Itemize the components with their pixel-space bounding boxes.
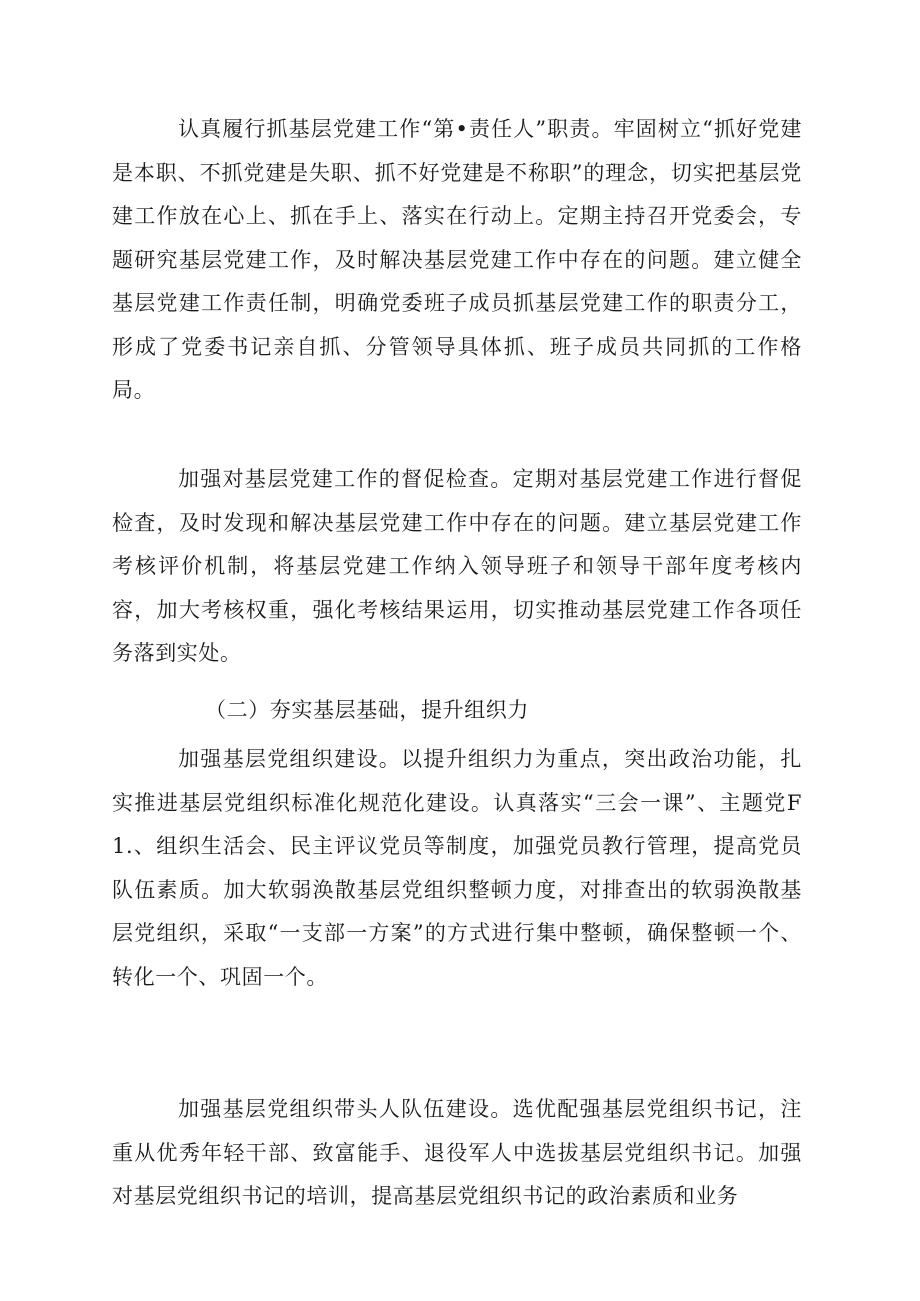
paragraph-organization-building: 加强基层党组织建设。以提升组织力为重点，突出政治功能，扎实推进基层党组织标准化规范化建设。认真落实“三会一课”、主题党F1.、组织生活会、民主评议党员等制度，加强党员教行管理，提高党员队伍素质。加大软弱涣散基层党组织整顿力度，对排查出的软弱涣散基层党组织，采取“一支部一方案”的方式进行集中整顿，确保整顿一个、转化一个、巩固一个。	[112, 747, 802, 989]
section-heading: （二）夯实基层基础，提升组织力	[205, 698, 529, 722]
paragraph-supervision: 加强对基层党建工作的督促检查。定期对基层党建工作进行督促检査，及时发现和解决基层党建工作中存在的问题。建立基层党建工作考核评价机制，将基层党建工作纳入领导班子和领导干部年度考核内容，加大考核权重，强化考核结果运用，切实推动基层党建工作各项任务落到实处。	[112, 467, 802, 665]
paragraph-responsibility: 认真履行抓基层党建工作“第•责任人”职责。牢固树立“抓好党建是本职、不抓党建是失职、抓不好党建是不称职”的理念，切实把基层党建工作放在心上、抓在手上、落实在行动上。定期主持召开党委会，专题研究基层党建工作，及时解决基层党建工作中存在的问题。建立健全基层党建工作责任制，明确党委班子成员抓基层党建工作的职责分工，形成了党委书记亲自抓、分管领导具体抓、班子成员共同抓的工作格局。	[112, 117, 802, 402]
paragraph-leader-team: 加强基层党组织带头人队伍建设。选优配强基层党组织书记，注重从优秀年轻干部、致富能手、退役军人中选拔基层党组织书记。加强对基层党组织书记的培训，提高基层党组织书记的政治素质和业务	[112, 1097, 802, 1208]
